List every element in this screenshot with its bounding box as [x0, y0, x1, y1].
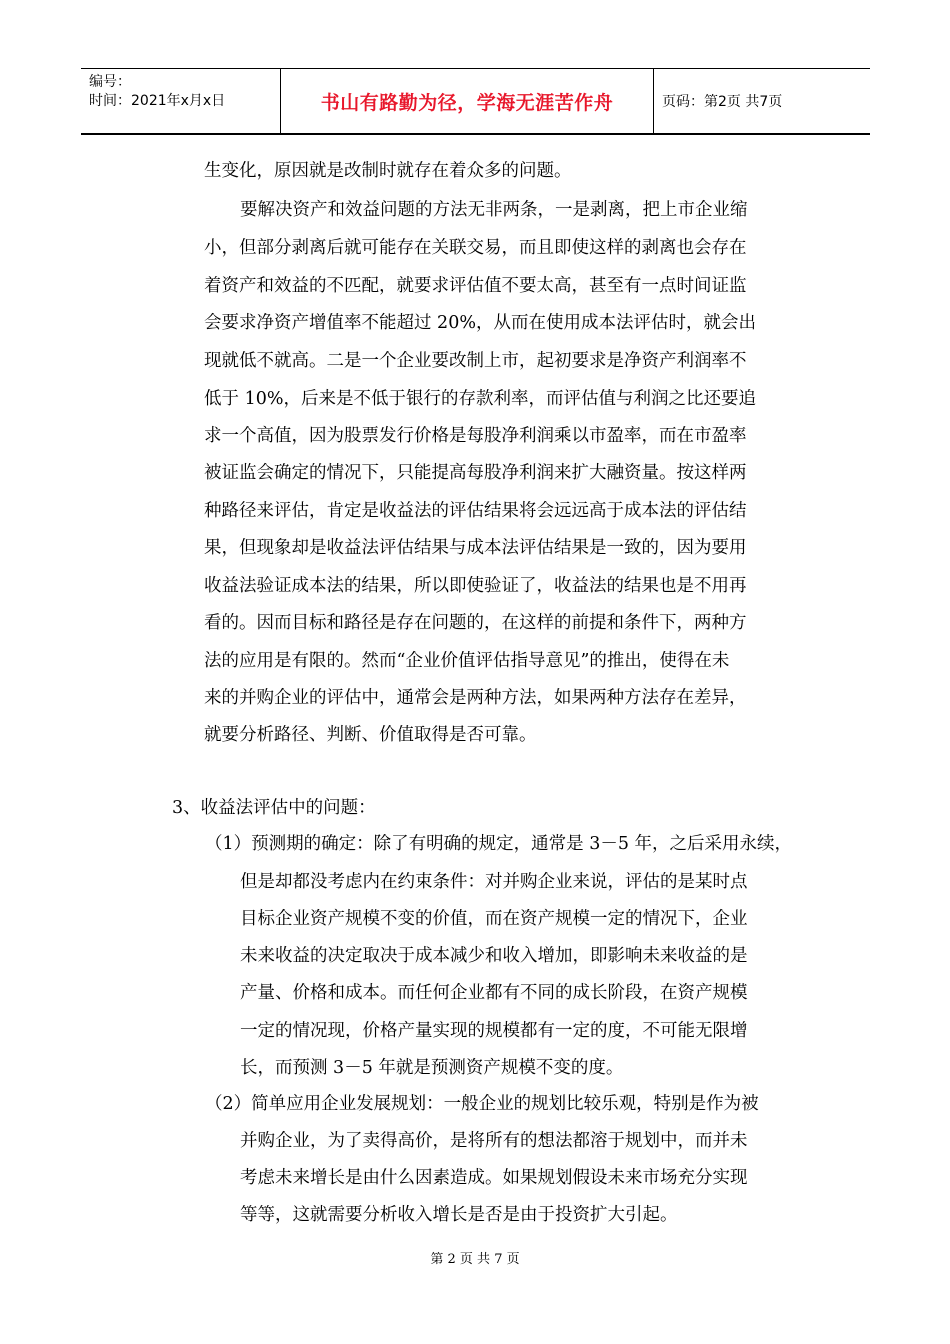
paragraph-line: 小，但部分剥离后就可能存在关联交易，而且即使这样的剥离也会存在	[204, 238, 747, 258]
header-motto: 书山有路勤为径，学海无涯苦作舟	[281, 69, 654, 133]
header-meta	[81, 69, 281, 133]
paragraph-line: 被证监会确定的情况下，只能提高每股净利润来扩大融资量。按这样两	[204, 463, 747, 483]
paragraph-line: 就要分析路径、判断、价值取得是否可靠。	[204, 725, 537, 745]
paragraph-line: 生变化，原因就是改制时就存在着众多的问题。	[204, 161, 572, 181]
page-footer: 第 2 页 共 7 页	[430, 1252, 520, 1267]
list-item-line: 一定的情况现，价格产量实现的规模都有一定的度，不可能无限增	[240, 1021, 748, 1041]
paragraph-line: 要解决资产和效益问题的方法无非两条，一是剥离，把上市企业缩	[240, 200, 748, 220]
list-item-line: （2）简单应用企业发展规划：一般企业的规划比较乐观，特别是作为被	[205, 1094, 759, 1114]
list-item-line: 考虑未来增长是由什么因素造成。如果规划假设未来市场充分实现	[240, 1168, 748, 1188]
list-item-line: 并购企业，为了卖得高价，是将所有的想法都溶于规划中，而并未	[240, 1131, 748, 1151]
list-item-line: 目标企业资产规模不变的价值，而在资产规模一定的情况下，企业	[240, 909, 748, 929]
paragraph-line: 收益法验证成本法的结果，所以即使验证了，收益法的结果也是不用再	[204, 576, 747, 596]
document-date-label: 时间：2021年x月x日	[89, 93, 226, 109]
header-page-number: 页码：第2页 共7页	[662, 94, 783, 110]
paragraph-line: 来的并购企业的评估中，通常会是两种方法，如果两种方法存在差异，	[204, 688, 747, 708]
list-item-line: 但是却都没考虑内在约束条件：对并购企业来说，评估的是某时点	[240, 872, 748, 892]
list-item-line: 未来收益的决定取决于成本减少和收入增加，即影响未来收益的是	[240, 946, 748, 966]
paragraph-line: 会要求净资产增值率不能超过 20%，从而在使用成本法评估时，就会出	[204, 313, 756, 333]
page-header	[81, 68, 870, 135]
document-number-label: 编号：	[89, 74, 131, 90]
paragraph-line: 法的应用是有限的。然而“企业价值评估指导意见”的推出，使得在未	[204, 651, 730, 671]
list-item-line: 等等，这就需要分析收入增长是否是由于投资扩大引起。	[240, 1205, 678, 1225]
paragraph-line: 低于 10%，后来是不低于银行的存款利率，而评估值与利润之比还要追	[204, 389, 756, 409]
section-heading: 3、收益法评估中的问题：	[172, 798, 376, 818]
paragraph-line: 种路径来评估，肯定是收益法的评估结果将会远远高于成本法的评估结	[204, 501, 747, 521]
paragraph-line: 看的。因而目标和路径是存在问题的，在这样的前提和条件下，两种方	[204, 613, 747, 633]
list-item-line: 产量、价格和成本。而任何企业都有不同的成长阶段，在资产规模	[240, 983, 748, 1003]
list-item-line: 长，而预测 3－5 年就是预测资产规模不变的度。	[240, 1058, 624, 1078]
paragraph-line: 着资产和效益的不匹配，就要求评估值不要太高，甚至有一点时间证监	[204, 276, 747, 296]
paragraph-line: 求一个高值，因为股票发行价格是每股净利润乘以市盈率，而在市盈率	[204, 426, 747, 446]
paragraph-line: 现就低不就高。二是一个企业要改制上市，起初要求是净资产利润率不	[204, 351, 747, 371]
paragraph-line: 果，但现象却是收益法评估结果与成本法评估结果是一致的，因为要用	[204, 538, 747, 558]
list-item-line: （1）预测期的确定：除了有明确的规定，通常是 3－5 年，之后采用永续，	[205, 834, 793, 854]
